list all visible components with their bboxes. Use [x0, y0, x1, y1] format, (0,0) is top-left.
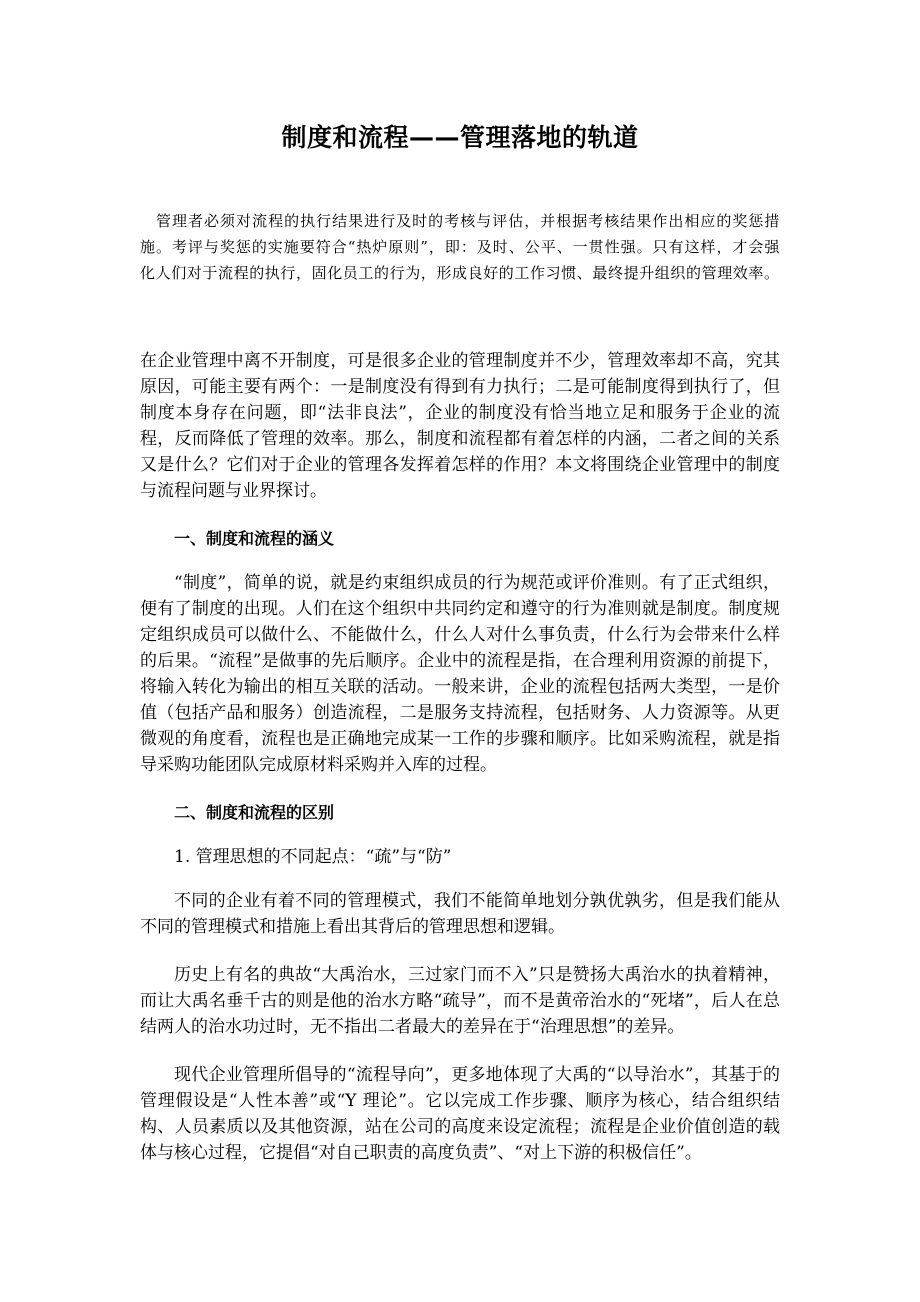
intro-paragraph: 在企业管理中离不开制度，可是很多企业的管理制度并不少，管理效率却不高，究其原因，可能主要有两个：一是制度没有得到有力执行；二是可能制度得到执行了，但制度本身存在问题，即“法非良法”，企业的制度没有恰当地立足和服务于企业的流程，反而降低了管理的效率。那么，制度和流程都有着怎样的内涵，二者之间的关系又是什么？它们对于企业的管理各发挥着怎样的作用？本文将围绕企业管理中的制度与流程问题与业界探讨。 [140, 351, 780, 501]
section-heading-1: 一、制度和流程的涵义 [174, 529, 335, 548]
document-body [140, 348, 780, 1166]
document-title: 制度和流程——管理落地的轨道 [281, 123, 639, 152]
abstract-paragraph: 管理者必须对流程的执行结果进行及时的考核与评估，并根据考核结果作出相应的奖惩措施。考评与奖惩的实施要符合“热炉原则”，即：及时、公平、一贯性强。只有这样，才会强化人们对于流程的执行，固化员工的行为，形成良好的工作习惯、最终提升组织的管理效率。 [140, 212, 780, 282]
section-2-paragraph-2: 历史上有名的典故“大禹治水，三过家门而不入”只是赞扬大禹治水的执着精神，而让大禹名垂千古的则是他的治水方略“疏导”，而不是黄帝治水的“死堵”，后人在总结两人的治水功过时，无不指出二者最大的差异在于“治理思想”的差异。 [140, 965, 780, 1037]
section-heading-2: 二、制度和流程的区别 [174, 803, 335, 822]
section-2-paragraph-1: 不同的企业有着不同的管理模式，我们不能简单地划分孰优孰劣，但是我们能从不同的管理模式和措施上看出其背后的管理思想和逻辑。 [140, 891, 780, 937]
section-1-paragraph: “制度”，简单的说，就是约束组织成员的行为规范或评价准则。有了正式组织，便有了制度的出现。人们在这个组织中共同约定和遵守的行为准则就是制度。制度规定组织成员可以做什么、不能做什么，什么人对什么事负责，什么行为会带来什么样的后果。“流程”是做事的先后顺序。企业中的流程是指，在合理利用资源的前提下，将输入转化为输出的相互关联的活动。一般来讲，企业的流程包括两大类型，一是价值（包括产品和服务）创造流程，二是服务支持流程，包括财务、人力资源等。从更微观的角度看，流程也是正确地完成某一工作的步骤和顺序。比如采购流程，就是指导采购功能团队完成原材料采购并入库的过程。 [140, 573, 780, 775]
section-2-paragraph-3: 现代企业管理所倡导的“流程导向”，更多地体现了大禹的“以导治水”，其基于的管理假设是“人性本善”或“Y 理论”。它以完成工作步骤、顺序为核心，结合组织结构、人员素质以及其他资源，站在公司的高度来设定流程；流程是企业价值创造的载体与核心过程，它提倡“对自己职责的高度负责”、“对上下游的积极信任”。 [140, 1065, 780, 1163]
subsection-heading-1: 1. 管理思想的不同起点：“疏”与“防” [174, 847, 452, 867]
